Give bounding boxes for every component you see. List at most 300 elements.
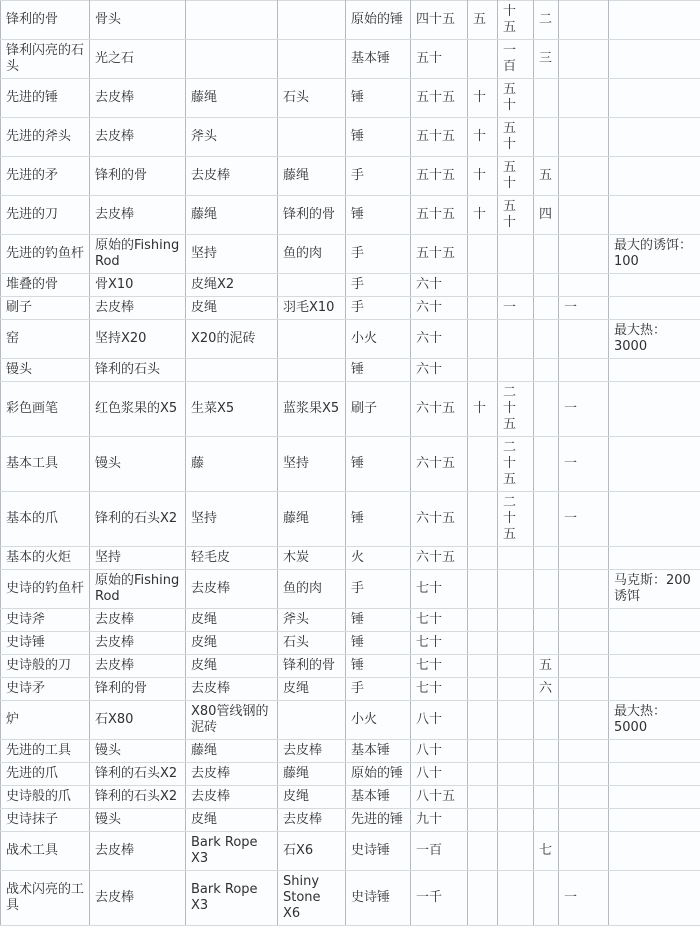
item-name-cell: 锋利闪亮的石头 — [1, 40, 90, 79]
stat-5-cell: 一 — [559, 437, 609, 492]
stat-4-cell — [534, 786, 559, 809]
tool-or-station-cell: 手 — [346, 678, 411, 701]
stat-3-cell — [498, 609, 534, 632]
stat-2-cell: 十 — [468, 118, 498, 157]
table-row — [1, 118, 700, 157]
stat-5-cell — [559, 570, 609, 609]
stat-4-cell: 六 — [534, 678, 559, 701]
tool-or-station-cell: 手 — [346, 297, 411, 320]
table-row — [1, 437, 700, 492]
stat-3-cell — [498, 547, 534, 570]
material-2-cell — [186, 40, 278, 79]
stat-4-cell — [534, 437, 559, 492]
stat-2-cell — [468, 492, 498, 547]
material-3-cell: 藤绳 — [278, 763, 346, 786]
tool-or-station-cell: 手 — [346, 157, 411, 196]
tool-or-station-cell: 锤 — [346, 359, 411, 382]
stat-1-cell: 六十五 — [411, 382, 468, 437]
stat-5-cell — [559, 196, 609, 235]
stat-4-cell: 三 — [534, 40, 559, 79]
material-1-cell: 骨X10 — [90, 274, 186, 297]
tool-or-station-cell: 手 — [346, 570, 411, 609]
material-3-cell: 坚持 — [278, 437, 346, 492]
item-name-cell: 先进的钓鱼杆 — [1, 235, 90, 274]
stat-2-cell — [468, 40, 498, 79]
table-row — [1, 297, 700, 320]
stat-1-cell: 五十五 — [411, 157, 468, 196]
notes-cell — [609, 297, 700, 320]
stat-4-cell — [534, 79, 559, 118]
material-1-cell: 骨头 — [90, 1, 186, 40]
material-2-cell: 坚持 — [186, 235, 278, 274]
material-1-cell: 去皮棒 — [90, 609, 186, 632]
table-row — [1, 763, 700, 786]
stat-5-cell: 一 — [559, 382, 609, 437]
stat-2-cell — [468, 871, 498, 926]
material-2-cell: X80管线钢的泥砖 — [186, 701, 278, 740]
stat-1-cell: 九十 — [411, 809, 468, 832]
table-row — [1, 740, 700, 763]
notes-cell — [609, 437, 700, 492]
material-3-cell: 石头 — [278, 79, 346, 118]
stat-4-cell: 二 — [534, 1, 559, 40]
notes-cell — [609, 809, 700, 832]
stat-2-cell — [468, 740, 498, 763]
tool-or-station-cell: 基本锤 — [346, 740, 411, 763]
table-row — [1, 492, 700, 547]
stat-3-cell: 二十五 — [498, 437, 534, 492]
item-name-cell: 彩色画笔 — [1, 382, 90, 437]
material-3-cell — [278, 701, 346, 740]
stat-3-cell — [498, 763, 534, 786]
material-2-cell: 去皮棒 — [186, 678, 278, 701]
notes-cell — [609, 547, 700, 570]
stat-1-cell: 五十五 — [411, 118, 468, 157]
material-3-cell: 蓝浆果X5 — [278, 382, 346, 437]
stat-2-cell — [468, 678, 498, 701]
stat-5-cell: 一 — [559, 492, 609, 547]
material-2-cell: 皮绳 — [186, 297, 278, 320]
notes-cell — [609, 40, 700, 79]
material-3-cell: 去皮棒 — [278, 740, 346, 763]
material-1-cell: 锋利的石头 — [90, 359, 186, 382]
tool-or-station-cell: 手 — [346, 235, 411, 274]
material-3-cell: 藤绳 — [278, 157, 346, 196]
stat-2-cell: 十 — [468, 382, 498, 437]
material-1-cell: 红色浆果的X5 — [90, 382, 186, 437]
tool-or-station-cell: 小火 — [346, 320, 411, 359]
tool-or-station-cell: 小火 — [346, 701, 411, 740]
item-name-cell: 史诗般的爪 — [1, 786, 90, 809]
notes-cell — [609, 382, 700, 437]
material-1-cell: 去皮棒 — [90, 196, 186, 235]
stat-1-cell: 六十五 — [411, 492, 468, 547]
table-row — [1, 609, 700, 632]
stat-4-cell: 五 — [534, 157, 559, 196]
stat-4-cell: 七 — [534, 832, 559, 871]
item-name-cell: 先进的斧头 — [1, 118, 90, 157]
stat-1-cell: 六十 — [411, 274, 468, 297]
material-3-cell: 锋利的骨 — [278, 655, 346, 678]
item-name-cell: 史诗锤 — [1, 632, 90, 655]
stat-4-cell — [534, 492, 559, 547]
stat-3-cell: 五十 — [498, 79, 534, 118]
material-1-cell: 去皮棒 — [90, 79, 186, 118]
material-1-cell: 镘头 — [90, 740, 186, 763]
stat-1-cell: 八十 — [411, 740, 468, 763]
tool-or-station-cell: 刷子 — [346, 382, 411, 437]
tool-or-station-cell: 基本锤 — [346, 786, 411, 809]
stat-2-cell — [468, 701, 498, 740]
table-row — [1, 701, 700, 740]
tool-or-station-cell: 锤 — [346, 609, 411, 632]
material-3-cell: 石头 — [278, 632, 346, 655]
stat-5-cell — [559, 763, 609, 786]
notes-cell — [609, 1, 700, 40]
stat-2-cell — [468, 809, 498, 832]
material-3-cell: 鱼的肉 — [278, 570, 346, 609]
material-2-cell: 斧头 — [186, 118, 278, 157]
item-name-cell: 炉 — [1, 701, 90, 740]
stat-3-cell: 五十 — [498, 196, 534, 235]
stat-4-cell — [534, 547, 559, 570]
stat-5-cell — [559, 157, 609, 196]
stat-5-cell — [559, 609, 609, 632]
notes-cell — [609, 678, 700, 701]
material-2-cell: 皮绳 — [186, 632, 278, 655]
stat-5-cell — [559, 320, 609, 359]
tool-or-station-cell: 锤 — [346, 632, 411, 655]
table-row — [1, 809, 700, 832]
notes-cell — [609, 359, 700, 382]
stat-1-cell: 六十五 — [411, 437, 468, 492]
item-name-cell: 战术工具 — [1, 832, 90, 871]
material-2-cell: 去皮棒 — [186, 570, 278, 609]
stat-3-cell — [498, 871, 534, 926]
stat-4-cell — [534, 609, 559, 632]
stat-4-cell — [534, 118, 559, 157]
material-2-cell — [186, 1, 278, 40]
stat-4-cell — [534, 701, 559, 740]
stat-3-cell — [498, 359, 534, 382]
material-3-cell — [278, 118, 346, 157]
stat-3-cell: 十五 — [498, 1, 534, 40]
material-1-cell: 锋利的石头X2 — [90, 492, 186, 547]
table-row — [1, 196, 700, 235]
tool-or-station-cell: 锤 — [346, 79, 411, 118]
notes-cell — [609, 655, 700, 678]
stat-3-cell — [498, 274, 534, 297]
stat-4-cell — [534, 570, 559, 609]
item-name-cell: 刷子 — [1, 297, 90, 320]
table-row — [1, 320, 700, 359]
table-row — [1, 871, 700, 926]
stat-5-cell — [559, 832, 609, 871]
stat-3-cell — [498, 632, 534, 655]
material-2-cell: 坚持 — [186, 492, 278, 547]
stat-2-cell — [468, 786, 498, 809]
notes-cell — [609, 763, 700, 786]
material-3-cell: Shiny Stone X6 — [278, 871, 346, 926]
stat-5-cell — [559, 547, 609, 570]
stat-4-cell — [534, 763, 559, 786]
stat-4-cell — [534, 235, 559, 274]
material-3-cell: 锋利的骨 — [278, 196, 346, 235]
material-2-cell: 藤绳 — [186, 740, 278, 763]
material-2-cell: 皮绳 — [186, 609, 278, 632]
material-1-cell: 原始的Fishing Rod — [90, 235, 186, 274]
material-2-cell: 藤 — [186, 437, 278, 492]
material-3-cell: 皮绳 — [278, 678, 346, 701]
material-2-cell: 轻毛皮 — [186, 547, 278, 570]
item-name-cell: 先进的爪 — [1, 763, 90, 786]
material-2-cell: 去皮棒 — [186, 786, 278, 809]
tool-or-station-cell: 火 — [346, 547, 411, 570]
stat-5-cell: 一 — [559, 297, 609, 320]
table-row — [1, 157, 700, 196]
stat-3-cell — [498, 570, 534, 609]
table-row — [1, 786, 700, 809]
stat-3-cell: 五十 — [498, 157, 534, 196]
stat-5-cell — [559, 79, 609, 118]
tool-or-station-cell: 史诗锤 — [346, 832, 411, 871]
material-1-cell: 原始的Fishing Rod — [90, 570, 186, 609]
table-row — [1, 655, 700, 678]
stat-1-cell: 四十五 — [411, 1, 468, 40]
item-name-cell: 史诗般的刀 — [1, 655, 90, 678]
stat-1-cell: 七十 — [411, 570, 468, 609]
item-name-cell: 基本的爪 — [1, 492, 90, 547]
notes-cell — [609, 79, 700, 118]
stat-1-cell: 一百 — [411, 832, 468, 871]
stat-1-cell: 七十 — [411, 632, 468, 655]
stat-2-cell — [468, 655, 498, 678]
stat-5-cell — [559, 274, 609, 297]
stat-2-cell: 五 — [468, 1, 498, 40]
stat-5-cell — [559, 701, 609, 740]
stat-3-cell — [498, 235, 534, 274]
material-2-cell: 皮绳 — [186, 809, 278, 832]
material-1-cell: 坚持X20 — [90, 320, 186, 359]
item-name-cell: 先进的矛 — [1, 157, 90, 196]
stat-5-cell — [559, 235, 609, 274]
stat-5-cell — [559, 740, 609, 763]
material-1-cell: 锋利的石头X2 — [90, 786, 186, 809]
stat-5-cell — [559, 809, 609, 832]
notes-cell — [609, 740, 700, 763]
notes-cell — [609, 786, 700, 809]
material-1-cell: 镘头 — [90, 437, 186, 492]
item-name-cell: 堆叠的骨 — [1, 274, 90, 297]
material-1-cell: 锋利的骨 — [90, 678, 186, 701]
table-row — [1, 359, 700, 382]
tool-or-station-cell: 手 — [346, 274, 411, 297]
stat-3-cell — [498, 678, 534, 701]
material-3-cell: 羽毛X10 — [278, 297, 346, 320]
table-row — [1, 274, 700, 297]
item-name-cell: 史诗斧 — [1, 609, 90, 632]
material-3-cell — [278, 40, 346, 79]
tool-or-station-cell: 基本锤 — [346, 40, 411, 79]
item-name-cell: 史诗的钓鱼杆 — [1, 570, 90, 609]
stat-1-cell: 八十 — [411, 763, 468, 786]
notes-cell — [609, 832, 700, 871]
stat-5-cell — [559, 1, 609, 40]
material-1-cell: 光之石 — [90, 40, 186, 79]
stat-4-cell — [534, 359, 559, 382]
material-1-cell: 锋利的石头X2 — [90, 763, 186, 786]
item-name-cell: 先进的刀 — [1, 196, 90, 235]
material-2-cell: 去皮棒 — [186, 157, 278, 196]
item-name-cell: 战术闪亮的工具 — [1, 871, 90, 926]
table-row — [1, 832, 700, 871]
material-1-cell: 去皮棒 — [90, 871, 186, 926]
table-row — [1, 40, 700, 79]
item-name-cell: 锋利的骨 — [1, 1, 90, 40]
material-3-cell: 木炭 — [278, 547, 346, 570]
material-2-cell: Bark Rope X3 — [186, 832, 278, 871]
material-2-cell: 去皮棒 — [186, 763, 278, 786]
stat-1-cell: 六十 — [411, 320, 468, 359]
material-3-cell: 藤绳 — [278, 492, 346, 547]
table-row — [1, 382, 700, 437]
stat-1-cell: 七十 — [411, 609, 468, 632]
tool-or-station-cell: 锤 — [346, 492, 411, 547]
stat-2-cell — [468, 763, 498, 786]
stat-3-cell: 五十 — [498, 118, 534, 157]
stat-2-cell — [468, 235, 498, 274]
material-2-cell: 皮绳X2 — [186, 274, 278, 297]
stat-5-cell — [559, 678, 609, 701]
stat-1-cell: 五十五 — [411, 196, 468, 235]
stat-4-cell — [534, 382, 559, 437]
item-name-cell: 先进的工具 — [1, 740, 90, 763]
notes-cell: 最大热：5000 — [609, 701, 700, 740]
item-name-cell: 镘头 — [1, 359, 90, 382]
stat-2-cell: 十 — [468, 157, 498, 196]
item-name-cell: 基本的火炬 — [1, 547, 90, 570]
item-name-cell: 史诗矛 — [1, 678, 90, 701]
stat-3-cell — [498, 809, 534, 832]
stat-2-cell — [468, 570, 498, 609]
notes-cell: 最大热：3000 — [609, 320, 700, 359]
table-row — [1, 547, 700, 570]
stat-5-cell — [559, 118, 609, 157]
stat-1-cell: 五十五 — [411, 235, 468, 274]
stat-5-cell — [559, 359, 609, 382]
material-1-cell: 去皮棒 — [90, 632, 186, 655]
stat-2-cell — [468, 832, 498, 871]
tool-or-station-cell: 锤 — [346, 196, 411, 235]
tool-or-station-cell: 锤 — [346, 655, 411, 678]
stat-2-cell — [468, 320, 498, 359]
item-name-cell: 窑 — [1, 320, 90, 359]
stat-3-cell: 二十五 — [498, 382, 534, 437]
stat-2-cell: 十 — [468, 196, 498, 235]
stat-4-cell — [534, 809, 559, 832]
stat-2-cell — [468, 274, 498, 297]
notes-cell: 最大的诱饵：100 — [609, 235, 700, 274]
stat-4-cell: 四 — [534, 196, 559, 235]
stat-3-cell — [498, 786, 534, 809]
stat-5-cell: 一 — [559, 871, 609, 926]
stat-1-cell: 七十 — [411, 655, 468, 678]
material-2-cell: 生菜X5 — [186, 382, 278, 437]
material-2-cell: 藤绳 — [186, 79, 278, 118]
crafting-table-body — [1, 1, 700, 926]
stat-3-cell — [498, 740, 534, 763]
notes-cell: 马克斯：200诱饵 — [609, 570, 700, 609]
material-1-cell: 去皮棒 — [90, 655, 186, 678]
stat-3-cell — [498, 701, 534, 740]
stat-4-cell — [534, 740, 559, 763]
stat-2-cell — [468, 297, 498, 320]
stat-1-cell: 五十五 — [411, 79, 468, 118]
material-3-cell: 去皮棒 — [278, 809, 346, 832]
stat-2-cell — [468, 632, 498, 655]
stat-1-cell: 八十五 — [411, 786, 468, 809]
material-3-cell — [278, 274, 346, 297]
stat-5-cell — [559, 786, 609, 809]
material-3-cell: 鱼的肉 — [278, 235, 346, 274]
notes-cell — [609, 871, 700, 926]
stat-3-cell — [498, 320, 534, 359]
stat-5-cell — [559, 40, 609, 79]
stat-3-cell: 二十五 — [498, 492, 534, 547]
notes-cell — [609, 196, 700, 235]
material-2-cell: 藤绳 — [186, 196, 278, 235]
table-row — [1, 632, 700, 655]
tool-or-station-cell: 史诗锤 — [346, 871, 411, 926]
stat-1-cell: 五十 — [411, 40, 468, 79]
table-row — [1, 235, 700, 274]
stat-2-cell: 十 — [468, 79, 498, 118]
material-3-cell: 斧头 — [278, 609, 346, 632]
stat-3-cell: 一百 — [498, 40, 534, 79]
material-3-cell: 皮绳 — [278, 786, 346, 809]
table-row — [1, 570, 700, 609]
stat-2-cell — [468, 359, 498, 382]
material-1-cell: 坚持 — [90, 547, 186, 570]
material-1-cell: 去皮棒 — [90, 297, 186, 320]
table-row — [1, 79, 700, 118]
notes-cell — [609, 609, 700, 632]
stat-3-cell: 一 — [498, 297, 534, 320]
notes-cell — [609, 492, 700, 547]
stat-2-cell — [468, 547, 498, 570]
tool-or-station-cell: 原始的锤 — [346, 763, 411, 786]
stat-4-cell — [534, 297, 559, 320]
material-2-cell: X20的泥砖 — [186, 320, 278, 359]
stat-4-cell — [534, 632, 559, 655]
notes-cell — [609, 157, 700, 196]
stat-1-cell: 七十 — [411, 678, 468, 701]
stat-5-cell — [559, 655, 609, 678]
stat-4-cell — [534, 871, 559, 926]
material-2-cell: Bark Rope X3 — [186, 871, 278, 926]
material-3-cell: 石X6 — [278, 832, 346, 871]
stat-2-cell — [468, 609, 498, 632]
table-row — [1, 678, 700, 701]
item-name-cell: 史诗抹子 — [1, 809, 90, 832]
material-3-cell — [278, 320, 346, 359]
notes-cell — [609, 118, 700, 157]
tool-or-station-cell: 锤 — [346, 437, 411, 492]
material-3-cell — [278, 1, 346, 40]
stat-1-cell: 六十 — [411, 297, 468, 320]
stat-3-cell — [498, 655, 534, 678]
tool-or-station-cell: 锤 — [346, 118, 411, 157]
